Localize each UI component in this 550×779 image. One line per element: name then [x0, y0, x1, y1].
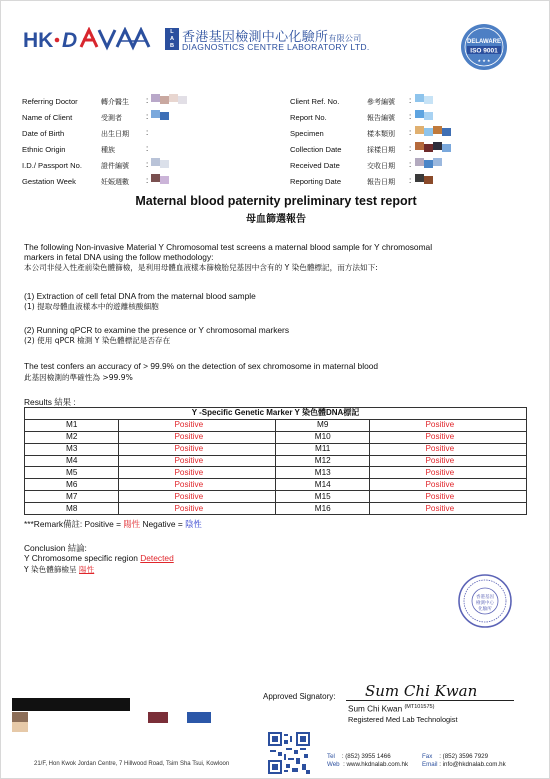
result-cell: Positive — [370, 479, 527, 491]
approved-signatory-label: Approved Signatory: — [263, 692, 336, 701]
marker-cell: M9 — [275, 419, 370, 431]
table-row — [25, 479, 527, 491]
redaction-block — [169, 94, 178, 102]
redaction-block — [151, 94, 160, 102]
company-name-cn: 香港基因檢測中心化驗所有限公司 — [182, 30, 362, 45]
iso-9001-badge — [459, 22, 509, 72]
intro-cn: 本公司非侵入性產前染色體篩檢，是利用母體血液樣本篩檢胎兒基因中含有的 Y 染色體標記，而方法如下: — [24, 263, 378, 272]
table-row — [25, 443, 527, 455]
table-row — [25, 491, 527, 503]
info-label-cn: 報告編號 — [367, 114, 395, 122]
result-cell: Positive — [119, 419, 276, 431]
table-row — [25, 431, 527, 443]
intro-en-line2: markers in fetal DNA using the follow methodology: — [24, 252, 214, 262]
redaction-block — [442, 128, 451, 136]
table-row — [25, 503, 527, 515]
info-colon: : — [146, 144, 149, 153]
svg-text:檢測中心: 檢測中心 — [476, 601, 494, 606]
info-label-cn: 樣本類別 — [367, 130, 395, 138]
footer-web[interactable]: Web : www.hkdnalab.com.hk — [327, 761, 409, 768]
svg-text:★ ★ ★: ★ ★ ★ — [477, 58, 491, 63]
marker-cell: M1 — [25, 419, 119, 431]
info-colon: : — [409, 128, 412, 137]
marker-cell: M13 — [275, 467, 370, 479]
redaction-block — [415, 110, 424, 118]
redaction-block — [424, 176, 433, 184]
svg-text:D: D — [62, 29, 78, 51]
info-colon: : — [146, 128, 149, 137]
results-label: Results 結果 : — [24, 397, 76, 407]
info-colon: : — [146, 96, 149, 105]
result-cell: Positive — [119, 467, 276, 479]
company-name-en: DIAGNOSTICS CENTRE LABORATORY LTD. — [182, 42, 370, 52]
result-cell: Positive — [119, 503, 276, 515]
svg-text:HK: HK — [23, 29, 54, 51]
footer-email[interactable]: Email : info@hkdnalab.com.hk — [422, 761, 506, 768]
result-cell: Positive — [370, 503, 527, 515]
info-label-cn: 種族 — [101, 146, 115, 154]
result-cell: Positive — [370, 467, 527, 479]
remark: ***Remark備註: Positive = 陽性 Negative = 陰性 — [24, 519, 202, 529]
info-label: Gestation Week — [22, 177, 76, 186]
marker-cell: M12 — [275, 455, 370, 467]
results-table-header: Y -Specific Genetic Marker Y 染色體DNA標記 — [25, 408, 527, 420]
result-cell: Positive — [119, 491, 276, 503]
result-cell: Positive — [370, 419, 527, 431]
svg-text:化驗所: 化驗所 — [478, 607, 492, 612]
marker-cell: M6 — [25, 479, 119, 491]
conclusion-en: Y Chromosome specific region Detected — [24, 553, 174, 563]
info-label: Reporting Date — [290, 177, 342, 186]
redaction-block — [424, 128, 433, 136]
marker-cell: M16 — [275, 503, 370, 515]
step1-cn: (1) 提取母體血液樣本中的遊離核酸細胞 — [24, 302, 159, 311]
info-colon: : — [409, 96, 412, 105]
info-colon: : — [409, 112, 412, 121]
step1-en: (1) Extraction of cell fetal DNA from the maternal blood sample — [24, 291, 256, 301]
table-row — [25, 467, 527, 479]
info-label-cn: 妊娠週數 — [101, 178, 129, 186]
info-label-cn: 採樣日期 — [367, 146, 395, 154]
signer-role: Registered Med Lab Technologist — [348, 715, 458, 724]
redaction-block — [178, 96, 187, 104]
info-label: Name of Client — [22, 113, 73, 122]
info-label-cn: 受測者 — [101, 114, 122, 122]
redaction-block — [424, 160, 433, 168]
step2-en: (2) Running qPCR to examine the presence or Y chromosomal markers — [24, 325, 290, 335]
marker-cell: M10 — [275, 431, 370, 443]
redaction-block — [424, 112, 433, 120]
info-colon: : — [146, 160, 149, 169]
marker-cell: M15 — [275, 491, 370, 503]
redaction-block — [12, 698, 130, 711]
svg-text:ISO 9001: ISO 9001 — [470, 47, 498, 55]
info-label: I.D./ Passport No. — [22, 161, 82, 170]
marker-cell: M2 — [25, 431, 119, 443]
redaction-block — [151, 158, 160, 166]
info-label: Date of Birth — [22, 129, 65, 138]
redaction-block — [433, 158, 442, 166]
info-label-cn: 證件編號 — [101, 162, 129, 170]
svg-text:香港基因: 香港基因 — [476, 595, 494, 600]
marker-cell: M11 — [275, 443, 370, 455]
step2-cn: (2) 使用 qPCR 檢測 Y 染色體標記是否存在 — [24, 336, 171, 345]
marker-cell: M8 — [25, 503, 119, 515]
redaction-block — [12, 722, 28, 732]
info-label-cn: 轉介醫生 — [101, 98, 129, 106]
info-label: Received Date — [290, 161, 340, 170]
detected-text: Detected — [140, 553, 174, 563]
info-label-cn: 參考編號 — [367, 98, 395, 106]
marker-cell: M4 — [25, 455, 119, 467]
info-label-cn: 交收日期 — [367, 162, 395, 170]
redaction-block — [12, 712, 28, 722]
info-colon: : — [409, 144, 412, 153]
hkdna-logo — [23, 27, 163, 51]
info-label: Client Ref. No. — [290, 97, 340, 106]
results-table — [24, 407, 527, 515]
conclusion-cn: Y 染色體篩檢呈 陽性 — [24, 565, 95, 574]
lab-badge: L A B — [165, 28, 179, 50]
redaction-block — [160, 96, 169, 104]
signer-name: Sum Chi Kwan $^{(MT101575)}$ — [348, 704, 435, 714]
result-cell: Positive — [119, 455, 276, 467]
handwritten-signature: Sum Chi Kwan — [365, 682, 478, 700]
info-colon: : — [409, 176, 412, 185]
redaction-block — [148, 712, 168, 723]
result-cell: Positive — [370, 443, 527, 455]
lab-seal-stamp — [457, 573, 513, 629]
result-cell: Positive — [119, 431, 276, 443]
conclusion-label: Conclusion 結論: — [24, 543, 87, 553]
redaction-block — [160, 112, 169, 120]
footer-fax: Fax : (852) 3596 7929 — [422, 753, 489, 760]
info-label-cn: 出生日期 — [101, 130, 129, 138]
info-label: Collection Date — [290, 145, 342, 154]
redaction-block — [442, 144, 451, 152]
qr-code[interactable] — [268, 732, 310, 774]
table-row — [25, 455, 527, 467]
marker-cell: M14 — [275, 479, 370, 491]
accuracy-en: The test confers an accuracy of > 99.9% on the detection of sex chromosome in maternal blood — [24, 361, 379, 371]
redaction-block — [160, 176, 169, 184]
redaction-block — [151, 174, 160, 182]
result-cell: Positive — [119, 443, 276, 455]
redaction-block — [424, 96, 433, 104]
report-title-cn: 母血篩選報告 — [246, 214, 306, 225]
marker-cell: M7 — [25, 491, 119, 503]
accuracy-cn: 此基因檢測的準確性為 >99.9% — [24, 373, 133, 382]
redaction-block — [424, 144, 433, 152]
info-label: Referring Doctor — [22, 97, 78, 106]
info-colon: : — [146, 176, 149, 185]
result-cell: Positive — [370, 491, 527, 503]
info-label: Ethnic Origin — [22, 145, 66, 154]
redaction-block — [187, 712, 211, 723]
report-title: Maternal blood paternity preliminary test report — [135, 194, 417, 208]
signature-line — [346, 700, 514, 701]
redaction-block — [415, 158, 424, 166]
redaction-block — [160, 160, 169, 168]
info-label: Specimen — [290, 129, 324, 138]
table-row — [25, 419, 527, 431]
redaction-block — [433, 126, 442, 134]
result-cell: Positive — [119, 479, 276, 491]
svg-text:DELAWARE: DELAWARE — [466, 39, 502, 45]
redaction-block — [415, 174, 424, 182]
redaction-block — [151, 110, 160, 118]
info-label: Report No. — [290, 113, 327, 122]
intro-en-line1: The following Non-invasive Material Y Chromosomal test screens a maternal blood sample for Y chromosomal — [24, 242, 433, 252]
redaction-block — [415, 142, 424, 150]
marker-cell: M5 — [25, 467, 119, 479]
result-cell: Positive — [370, 431, 527, 443]
info-colon: : — [409, 160, 412, 169]
footer-tel: Tel : (852) 3955 1466 — [327, 753, 391, 760]
redaction-block — [415, 94, 424, 102]
redaction-block — [415, 126, 424, 134]
redaction-block — [433, 142, 442, 150]
footer-address: 21/F, Hon Kwok Jordan Centre, 7 Hillwood Road, Tsim Sha Tsui, Kowloon — [34, 761, 230, 767]
result-cell: Positive — [370, 455, 527, 467]
info-colon: : — [146, 112, 149, 121]
info-label-cn: 報告日期 — [367, 178, 395, 186]
marker-cell: M3 — [25, 443, 119, 455]
